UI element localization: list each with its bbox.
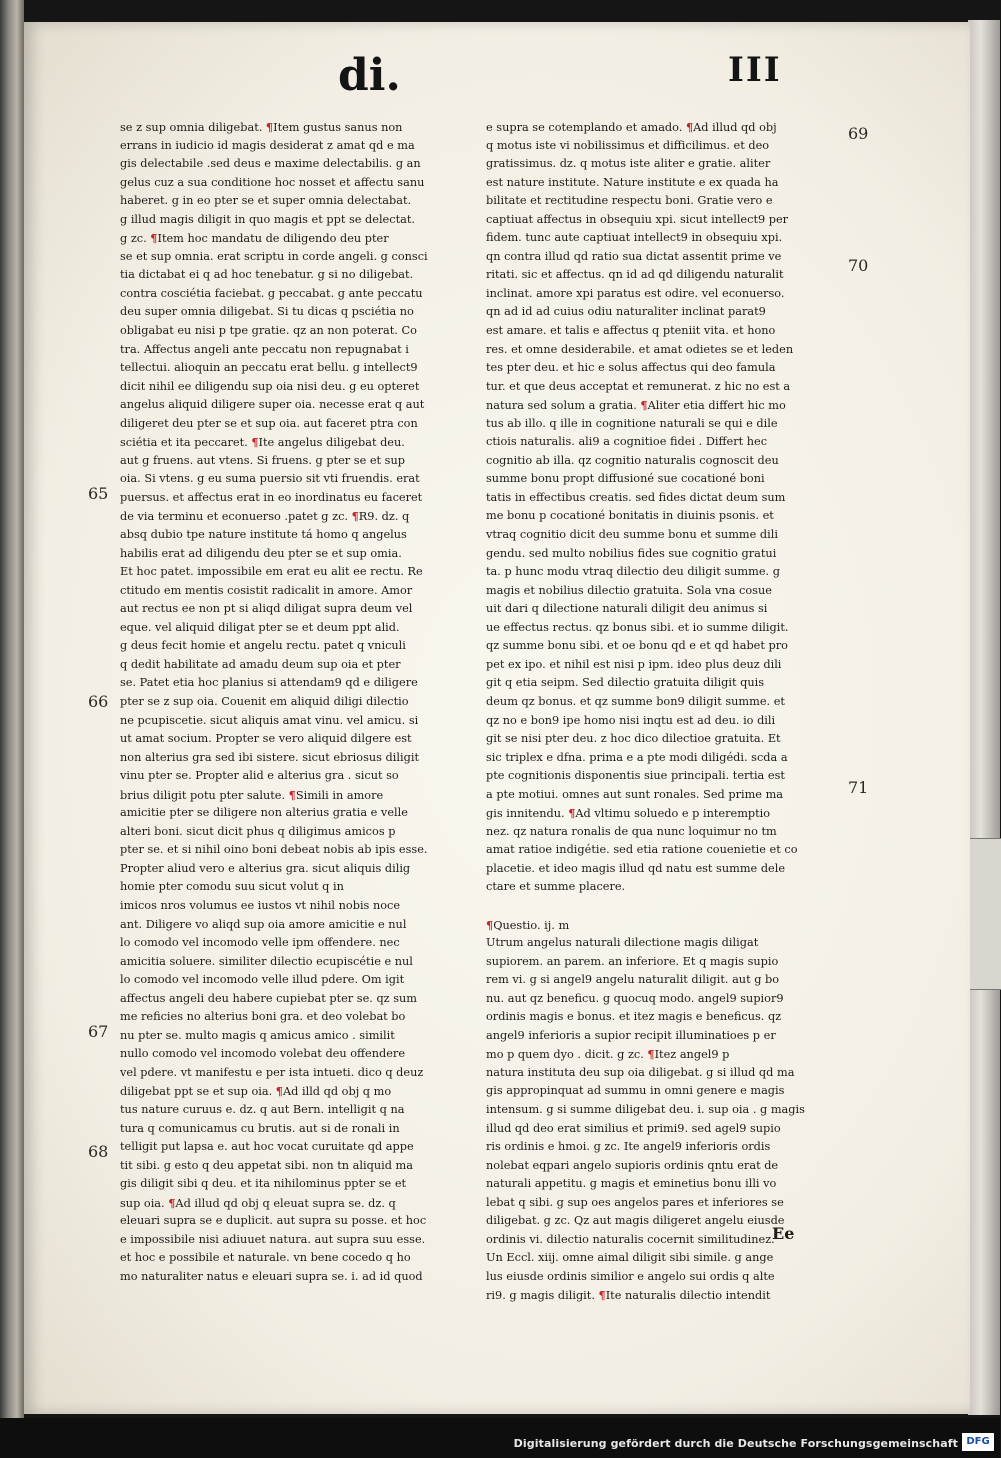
text-line: gratissimus. dz. q motus iste aliter e gratie. aliter	[486, 157, 771, 171]
text-line: git se nisi pter deu. z hoc dico dilectioe gratuita. Et	[486, 732, 781, 746]
margin-number: 71	[848, 778, 869, 797]
paragraph-mark: ¶	[647, 1047, 655, 1062]
right-text-column	[486, 118, 844, 1303]
paragraph-mark: ¶	[288, 787, 296, 802]
funding-notice: Digitalisierung gefördert durch die Deutsche Forschungsgemeinschaft	[513, 1437, 958, 1450]
text-line: Un Eccl. xiij. omne aimal diligit sibi simile. g ange	[486, 1251, 774, 1265]
paragraph-mark: ¶	[351, 509, 359, 524]
paragraph-mark: ¶	[275, 1084, 283, 1099]
text-line: est nature institute. Nature institute e ex quada ha	[486, 175, 779, 189]
text-line: oia. Si vtens. g eu suma puersio sit vti fruendis. erat	[120, 472, 420, 486]
text-line: aut g fruens. aut vtens. Si fruens. g pter se et sup	[120, 453, 405, 467]
text-line: git q etia seipm. Sed dilectio gratuita diligit quis	[486, 676, 765, 690]
text-line: natura instituta deu sup oia diligebat. g si illud qd ma	[486, 1065, 795, 1079]
text-line: gis appropinquat ad summu in omni genere e magis	[486, 1084, 785, 1098]
text-line: absq dubio tpe nature institute tá homo q angelus	[120, 528, 407, 542]
text-line: tur. et que deus acceptat et remunerat. z hic no est a	[486, 379, 791, 393]
text-line: ctare et summe placere.	[486, 880, 626, 894]
text-line: deum qz bonus. et qz summe bon9 diligit summe. et	[486, 694, 785, 708]
text-line: tes pter deu. et hic e solus affectus qui deo famula	[486, 361, 776, 375]
text-line: amat ratioe indigétie. sed etia ratione couenietie et co	[486, 843, 798, 857]
paragraph-mark: ¶	[640, 398, 648, 413]
text-line: a pte motiui. omnes aut sunt ronales. Sed prime ma	[486, 787, 784, 801]
text-line: sup oia. ¶Ad illud qd obj q eleuat supra se. dz. q	[120, 1195, 396, 1210]
text-line: lus eiusde ordinis similior e angelo sui ordis q alte	[486, 1269, 775, 1283]
text-line: tia dictabat ei q ad hoc tenebatur. g si no diligebat.	[120, 268, 414, 282]
text-line: angelus aliquid diligere super oia. necesse erat q aut	[120, 398, 425, 412]
text-line: e impossibile nisi adiuuet natura. aut supra suu esse.	[120, 1232, 426, 1246]
text-line: me reficies no alterius boni gra. et deo volebat bo	[120, 1010, 406, 1024]
text-line: homie pter comodu suu sicut volut q in	[120, 880, 344, 894]
text-line: ctiois naturalis. ali9 a cognitioe fidei . Differt hec	[486, 435, 768, 449]
text-line: tura q comunicamus cu brutis. aut si de ronali in	[120, 1121, 400, 1135]
paragraph-mark: ¶	[598, 1288, 606, 1303]
text-line: ri9. g magis diligit. ¶Ite naturalis dilectio intendit	[486, 1288, 771, 1303]
text-line: angel9 inferioris a supior recipit illuminatioes p er	[486, 1028, 776, 1042]
text-line	[486, 897, 844, 916]
text-line: fidem. tunc aute captiuat intellect9 in obsequiu xpi.	[486, 231, 783, 245]
text-line: ritati. sic et affectus. qn id ad qd diligendu naturalit	[486, 268, 784, 282]
text-line: uit dari q dilectione naturali diligit deu animus si	[486, 602, 768, 616]
text-line: imicos nros volumus ee iustos vt nihil nobis noce	[120, 898, 401, 912]
text-line: naturali appetitu. g magis et eminetius bonu illi vo	[486, 1177, 777, 1191]
text-line: diligebat. g zc. Qz aut magis diligeret angelu eiusde	[486, 1214, 785, 1228]
text-line: ordinis vi. dilectio naturalis cocernit similitudinez.	[486, 1232, 775, 1246]
margin-number: 69	[848, 124, 869, 143]
folio-header-left: di.	[338, 50, 401, 101]
text-line: pte cognitionis disponentis siue principali. tertia est	[486, 769, 785, 783]
text-line: diligeret deu pter se et sup oia. aut faceret ptra con	[120, 416, 418, 430]
text-line: gis innitendu. ¶Ad vltimu soluedo e p interemptio	[486, 806, 771, 821]
dfg-logo: DFG	[962, 1433, 994, 1451]
text-line: Propter aliud vero e alterius gra. sicut aliquis dilig	[120, 861, 411, 875]
text-line: tus nature curuus e. dz. q aut Bern. intelligit q na	[120, 1102, 405, 1116]
paragraph-mark: ¶	[150, 231, 158, 246]
text-line: qz no e bon9 ipe homo nisi inqtu est ad deu. io dili	[486, 713, 776, 727]
text-line: vtraq cognitio dicit deu summe bonu et summe dili	[486, 528, 778, 542]
text-line: qz summe bonu sibi. et oe bonu qd e et qd habet pro	[486, 639, 788, 653]
text-line: intensum. g si summe diligebat deu. i. sup oia . g magis	[486, 1102, 805, 1116]
text-line: diligebat ppt se et sup oia. ¶Ad illd qd obj q mo	[120, 1084, 392, 1099]
text-line: se et sup omnia. erat scriptu in corde angeli. g consci	[120, 249, 428, 263]
text-line: cognitio ab illa. qz cognitio naturalis cognoscit deu	[486, 453, 779, 467]
text-line: ctitudo em mentis cosistit radicalit in amore. Amor	[120, 583, 413, 597]
text-line: haberet. g in eo pter se et super omnia delectabat.	[120, 194, 412, 208]
text-line: inclinat. amore xpi paratus est odire. vel econuerso.	[486, 286, 785, 300]
text-line: eleuari supra se e duplicit. aut supra su posse. et hoc	[120, 1214, 427, 1228]
folio-number: III	[728, 50, 782, 90]
text-line: qn ad id ad cuius odiu naturaliter inclinat parat9	[486, 305, 766, 319]
paragraph-mark: ¶	[168, 1195, 176, 1210]
margin-number: 66	[88, 692, 109, 711]
text-line: ant. Diligere vo aliqd sup oia amore amicitie e nul	[120, 917, 407, 931]
text-line: res. et omne desiderabile. et amat odietes se et leden	[486, 342, 794, 356]
text-line: magis et nobilius dilectio gratuita. Sola vna cosue	[486, 583, 772, 597]
text-line: tus ab illo. q ille in cognitione naturali se qui e dile	[486, 416, 778, 430]
text-line: vel pdere. vt manifestu e per ista intueti. dico q deuz	[120, 1065, 424, 1079]
text-line: et hoc e possibile et naturale. vn bene cocedo q ho	[120, 1251, 411, 1265]
text-line: amicitia soluere. similiter dilectio ecupiscétie e nul	[120, 954, 413, 968]
text-line: supiorem. an parem. an inferiore. Et q magis supio	[486, 954, 779, 968]
paragraph-mark: ¶	[486, 917, 494, 932]
text-line: tra. Affectus angeli ante peccatu non repugnabat i	[120, 342, 409, 356]
text-line: ¶Questio. ij. m	[486, 917, 570, 932]
text-line: se z sup omnia diligebat. ¶Item gustus sanus non	[120, 120, 403, 134]
text-line: q dedit habilitate ad amadu deum sup oia et pter	[120, 657, 401, 671]
text-line: nullo comodo vel incomodo volebat deu offendere	[120, 1047, 406, 1061]
text-line: e supra se cotemplando et amado. ¶Ad illud qd obj	[486, 120, 777, 134]
text-line: natura sed solum a gratia. ¶Aliter etia differt hic mo	[486, 398, 786, 413]
previous-page-edge	[0, 0, 24, 1418]
text-line: g zc. ¶Item hoc mandatu de diligendo deu pter	[120, 231, 389, 246]
text-line: placetie. et ideo magis illud qd natu est summe dele	[486, 861, 786, 875]
text-line: brius diligit potu pter salute. ¶Simili in amore	[120, 787, 384, 802]
margin-number: 67	[88, 1022, 109, 1041]
text-line: dicit nihil ee diligendu sup oia nisi deu. g eu opteret	[120, 379, 420, 393]
text-line: pter se. et si nihil oino boni debeat nobis ab ipis esse.	[120, 843, 428, 857]
text-line: nez. qz natura ronalis de qua nunc loquimur no tm	[486, 824, 777, 838]
text-line: ue effectus rectus. qz bonus sibi. et io summe diligit.	[486, 620, 789, 634]
text-line: g deus fecit homie et angelu rectu. patet q vniculi	[120, 639, 406, 653]
text-line: est amare. et talis e affectus q pteniit vita. et hono	[486, 324, 776, 338]
text-line: summe bonu propt diffusioné sue cocationé boni	[486, 472, 765, 486]
text-line: non alterius gra sed ibi sistere. sicut ebriosus diligit	[120, 750, 419, 764]
paragraph-mark: ¶	[568, 806, 576, 821]
text-line: Et hoc patet. impossibile em erat eu alit ee rectu. Re	[120, 565, 423, 579]
text-line: tellectui. alioquin an peccatu erat bellu. g intellect9	[120, 361, 418, 375]
text-line: illud qd deo erat similius et primi9. sed agel9 supio	[486, 1121, 781, 1135]
text-line: nu. aut qz beneficu. g quocuq modo. angel9 supior9	[486, 991, 784, 1005]
paragraph-mark: ¶	[265, 120, 274, 134]
text-line: g illud magis diligit in quo magis et ppt se delectat.	[120, 212, 415, 226]
text-line: gis delectabile .sed deus e maxime delectabilis. g an	[120, 157, 421, 171]
text-line: ordinis magis e bonus. et itez magis e beneficus. qz	[486, 1010, 782, 1024]
text-line: tatis in effectibus creatis. sed fides dictat deum sum	[486, 490, 786, 504]
text-line: bilitate et rectitudine respectu boni. Gratie vero e	[486, 194, 773, 208]
text-line: obligabat eu nisi p tpe gratie. qz an non poterat. Co	[120, 324, 417, 338]
text-line: alteri boni. sicut dicit phus q diligimus amicos p	[120, 824, 396, 838]
book-edge	[968, 20, 1000, 1415]
text-line: ut amat socium. Propter se vero aliquid dilgere est	[120, 732, 412, 746]
text-line: errans in iudicio id magis desiderat z amat qd e ma	[120, 138, 415, 152]
text-line: habilis erat ad diligendu deu pter se et sup omia.	[120, 546, 402, 560]
text-line: captiuat affectus in obsequiu xpi. sicut intellect9 per	[486, 212, 789, 226]
catchword: Ee	[772, 1224, 795, 1243]
text-line: lebat q sibi. g sup oes angelos pares et inferiores se	[486, 1195, 784, 1209]
text-line: gis diligit sibi q deu. et ita nihilominus ppter se et	[120, 1177, 407, 1191]
margin-number: 65	[88, 484, 109, 503]
text-line: contra cosciétia faciebat. g peccabat. g ante peccatu	[120, 286, 423, 300]
text-line: rem vi. g si angel9 angelu naturalit diligit. aut g bo	[486, 973, 780, 987]
text-line: sciétia et ita peccaret. ¶Ite angelus diligebat deu.	[120, 435, 405, 450]
paragraph-mark: ¶	[251, 435, 259, 450]
text-line: pet ex ipo. et nihil est nisi p ipm. ideo plus deuz dili	[486, 657, 782, 671]
text-line: nu pter se. multo magis q amicus amico . similit	[120, 1028, 395, 1042]
text-line: pter se z sup oia. Couenit em aliquid diligi dilectio	[120, 694, 409, 708]
text-line: deu super omnia diligebat. Si tu dicas q psciétia no	[120, 305, 414, 319]
text-line: mo naturaliter natus e eleuari supra se. i. ad id quod	[120, 1269, 423, 1283]
text-line: aut rectus ee non pt si aliqd diligat supra deum vel	[120, 602, 413, 616]
text-line: lo comodo vel incomodo velle illud pdere. Om igit	[120, 973, 405, 987]
text-line: ris ordinis e hmoi. g zc. Ite angel9 inferioris ordis	[486, 1140, 771, 1154]
text-line: me bonu p cocationé bonitatis in diuinis psonis. et	[486, 509, 774, 523]
text-line: sic triplex e dfna. prima e a pte modi diligédi. scda a	[486, 750, 788, 764]
text-line: ta. p hunc modu vtraq dilectio deu diligit summe. g	[486, 565, 780, 579]
text-line: se. Patet etia hoc planius si attendam9 qd e diligere	[120, 676, 418, 690]
text-line: gelus cuz a sua conditione hoc nosset et affectu sanu	[120, 175, 425, 189]
text-line: qn contra illud qd ratio sua dictat assentit prime ve	[486, 249, 782, 263]
text-line: vinu pter se. Propter alid e alterius gra . sicut so	[120, 769, 399, 783]
text-line: ne pcupiscetie. sicut aliquis amat vinu. vel amicu. si	[120, 713, 419, 727]
text-line: mo p quem dyo . dicit. g zc. ¶Itez angel9 p	[486, 1047, 730, 1062]
text-line: puersus. et affectus erat in eo inordinatus eu faceret	[120, 490, 423, 504]
text-line: Utrum angelus naturali dilectione magis diligat	[486, 936, 759, 950]
text-line: lo comodo vel incomodo velle ipm offendere. nec	[120, 936, 400, 950]
text-line: amicitie pter se diligere non alterius gratia e velle	[120, 806, 408, 820]
margin-number: 70	[848, 256, 869, 275]
text-line: eque. vel aliquid diligat pter se et deum ppt alid.	[120, 620, 400, 634]
text-line: tit sibi. g esto q deu appetat sibi. non tn aliquid ma	[120, 1158, 413, 1172]
text-line: affectus angeli deu habere cupiebat pter se. qz sum	[120, 991, 418, 1005]
text-line: gendu. sed multo nobilius fides sue cognitio gratui	[486, 546, 777, 560]
text-line: de via terminu et econuerso .patet g zc. ¶R9. dz. q	[120, 509, 410, 524]
margin-number: 68	[88, 1142, 109, 1161]
paragraph-mark: ¶	[685, 120, 694, 134]
text-line: telligit put lapsa e. aut hoc vocat curuitate qd appe	[120, 1140, 414, 1154]
text-line: nolebat eqpari angelo supioris ordinis qntu erat de	[486, 1158, 779, 1172]
text-line: q motus iste vi nobilissimus et difficilimus. et deo	[486, 138, 770, 152]
left-text-column	[120, 118, 466, 1283]
